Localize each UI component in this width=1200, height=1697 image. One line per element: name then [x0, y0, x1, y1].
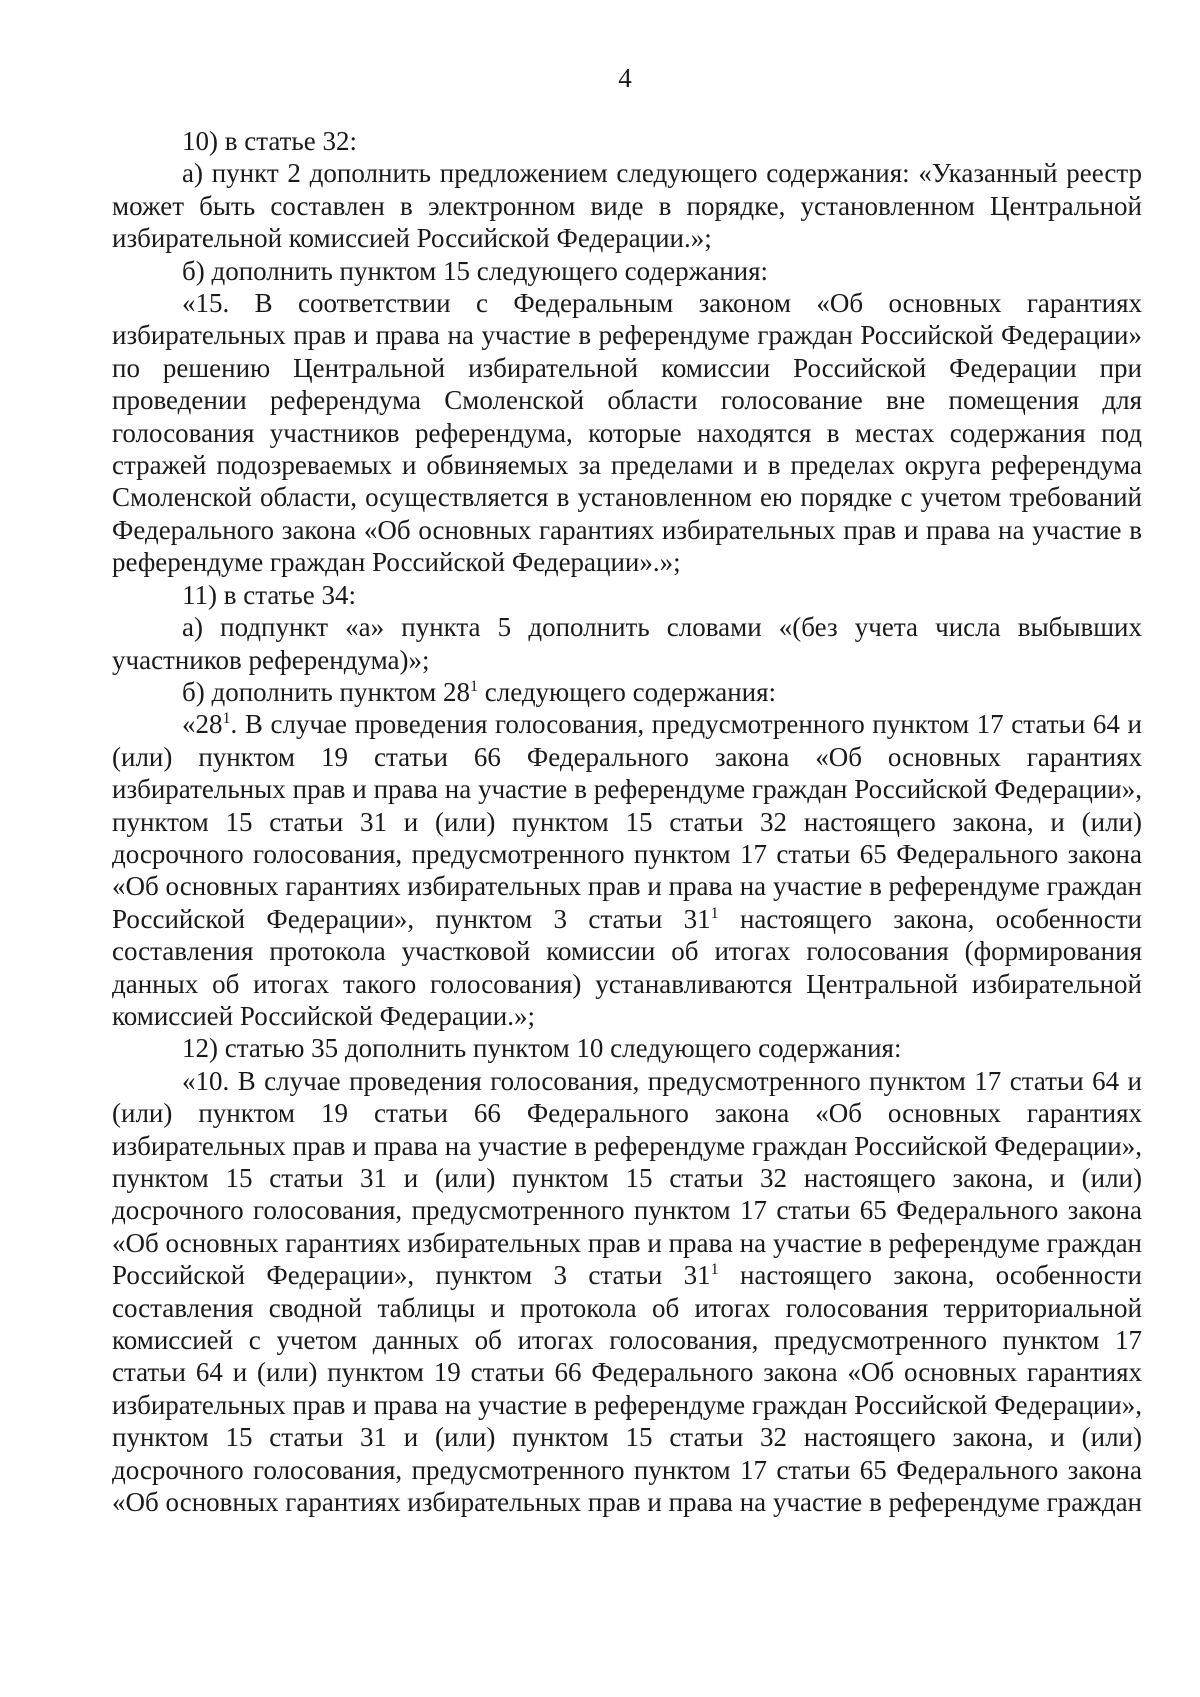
- item-11a-paragraph: а) подпункт «а» пункта 5 дополнить словами «(без учета числа выбывших участников референдума)»;: [112, 612, 1142, 675]
- text-segment: настоящего закона, особенности составления протокола участковой комиссии об итогах голосования (формирования данных об итогах такого голосования) устанавливаются Центральной избирательной комиссией Российской Федерации.»;: [112, 903, 1142, 1031]
- text-segment: следующего содержания:: [477, 676, 777, 707]
- superscript: 1: [469, 677, 478, 695]
- point-10-text: [112, 1065, 1142, 1519]
- text-segment: «10. В случае проведения голосования, предусмотренного пунктом 17 статьи 64 и (или) пунктом 19 статьи 66 Федерального закона «Об основных гарантиях избирательных прав и права на участие в референдуме граждан Российской Федерации», пунктом 15 статьи 31 и (или) пунктом 15 статьи 32 настоящего закона, и (или) досрочного голосования, предусмотренного пунктом 17 статьи 65 Федерального закона «Об основных гарантиях избирательных прав и права на участие в референдуме граждан Российской Федерации», пунктом 3 статьи 31: [112, 1065, 1142, 1291]
- text-segment: «28: [182, 709, 223, 740]
- point-15-text: «15. В соответствии с Федеральным законом «Об основных гарантиях избирательных прав и права на участие в референдуме граждан Российской Федерации» по решению Центральной избирательной комиссии Российской Федерации при проведении референдума Смоленской области голосование вне помещения для голосования участников референдума, которые находятся в местах содержания под стражей подозреваемых и обвиняемых за пределами и в пределах округа референдума Смоленской области, осуществляется в установленном ею порядке с учетом требований Федерального закона «Об основных гарантиях избирательных прав и права на участие в референдуме граждан Российской Федерации».»;: [112, 288, 1142, 578]
- point-28-1-text: [112, 708, 1142, 1032]
- superscript: 1: [222, 710, 231, 728]
- text-segment: . В случае проведения голосования, предусмотренного пунктом 17 статьи 64 и (или) пунктом 19 статьи 66 Федерального закона «Об основных гарантиях избирательных прав и права на участие в референдуме граждан Российской Федерации», пунктом 15 статьи 31 и (или) пунктом 15 статьи 32 настоящего закона, и (или) досрочного голосования, предусмотренного пунктом 17 статьи 65 Федерального закона «Об основных гарантиях избирательных прав и права на участие в референдуме граждан Российской Федерации», пунктом 3 статьи 31: [112, 709, 1142, 934]
- text-segment: настоящего закона, особенности составления сводной таблицы и протокола об итогах голосования территориальной комиссией с учетом данных об итогах голосования, предусмотренного пунктом 17 статьи 64 и (или) пунктом 19 статьи 66 Федерального закона «Об основных гарантиях избирательных прав и права на участие в референдуме граждан Российской Федерации», пунктом 15 статьи 31 и (или) пунктом 15 статьи 32 настоящего закона, и (или) досрочного голосования, предусмотренного пунктом 17 статьи 65 Федерального закона «Об основных гарантиях избирательных прав и права на участие в референдуме граждан: [112, 1260, 1142, 1518]
- page-number: 4: [618, 63, 632, 93]
- item-10a-paragraph: а) пункт 2 дополнить предложением следующего содержания: «Указанный реестр может быть составлен в электронном виде в порядке, установленном Центральной избирательной комиссией Российской Федерации.»;: [112, 158, 1142, 254]
- document-body: [112, 125, 1142, 1518]
- item-10-heading: 10) в статье 32:: [182, 126, 357, 156]
- superscript: 1: [710, 1261, 719, 1279]
- item-11-heading: 11) в статье 34:: [182, 579, 356, 610]
- text-segment: б) дополнить пунктом 28: [182, 676, 470, 707]
- item-11b-paragraph: [112, 676, 1142, 708]
- item-12-heading: 12) статью 35 дополнить пунктом 10 следующего содержания:: [182, 1033, 902, 1064]
- superscript: 1: [710, 904, 719, 922]
- item-10b-paragraph: б) дополнить пунктом 15 следующего содержания:: [182, 255, 769, 286]
